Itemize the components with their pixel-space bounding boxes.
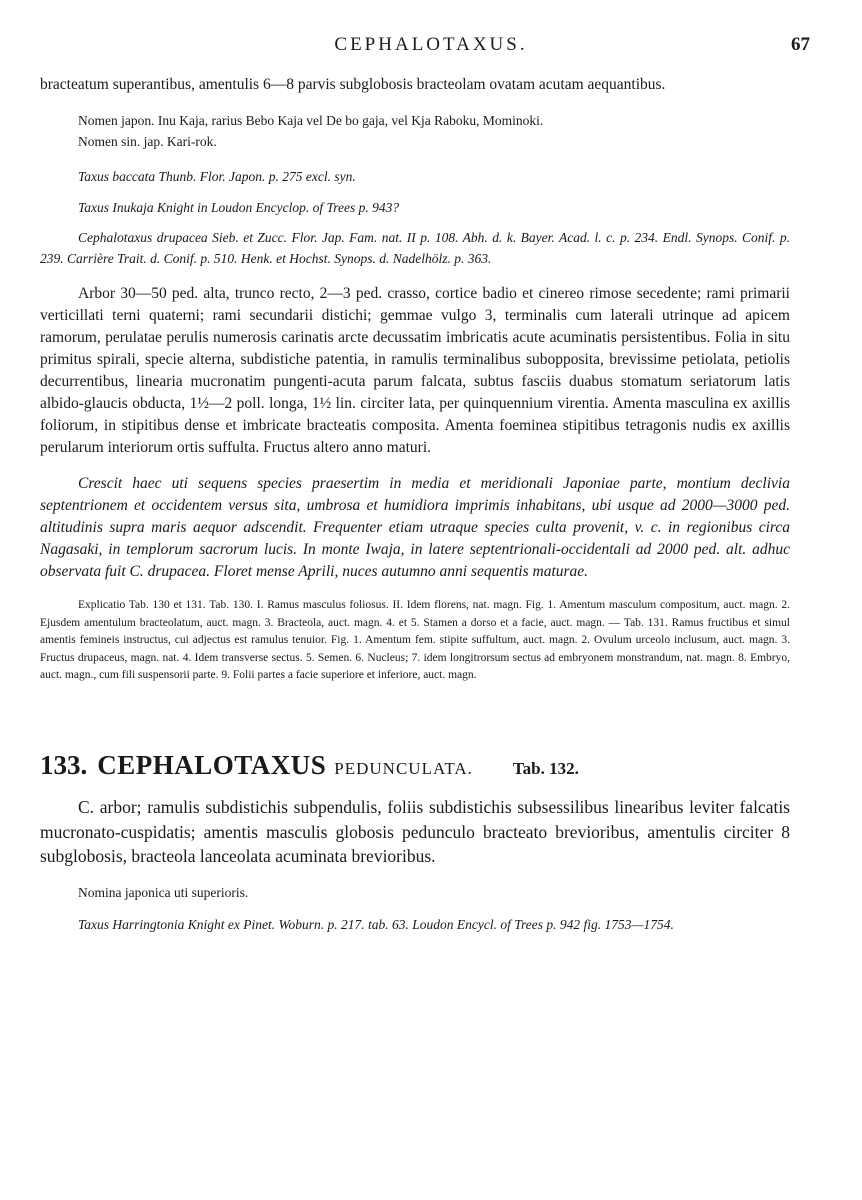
running-title: CEPHALOTAXUS.	[334, 34, 528, 55]
species-number: 133.	[40, 749, 88, 780]
species-heading	[40, 750, 790, 781]
page-number: 67	[791, 34, 810, 55]
distribution-paragraph: Crescit haec uti sequens species praesertim in media et meridionali Japoniae parte, montium declivia septentrionem et occidentem versus sita, umbrosa et humidiora imprimis inhabitans, ubi usque ad 2000—3000 ped. altitudinis supra maris aequor adscendit. Frequenter etiam utraque species culta provenit, v. c. in regionibus circa Nagasaki, in templorum sacrorum lucis. In monte Iwaja, in latere septentrionali-occidentali ad 2000 ped. alt. adhuc observata fuit C. drupacea. Floret mense Aprili, nuces autumno anni sequentis maturae.	[40, 475, 790, 580]
species-epithet: PEDUNCULATA.	[334, 758, 473, 778]
synonym-1: Taxus baccata Thunb. Flor. Japon. p. 275 excl. syn.	[78, 169, 356, 184]
japanese-names-note: Nomina japonica uti superioris.	[78, 884, 249, 900]
species-synonym: Taxus Harringtonia Knight ex Pinet. Woburn. p. 217. tab. 63. Loudon Encycl. of Trees p. 942 fig. 1753—1754.	[78, 917, 674, 933]
sino-japanese-name: Nomen sin. jap. Kari-rok.	[78, 133, 217, 149]
synonym-2: Taxus Inukaja Knight in Loudon Encyclop. of Trees p. 943?	[78, 199, 400, 215]
plate-reference: Tab. 132.	[512, 758, 579, 778]
species-genus: CEPHALOTAXUS	[97, 749, 327, 780]
plate-explanation: Explicatio Tab. 130 et 131. Tab. 130. I. Ramus masculus foliosus. II. Idem florens, nat. magn. Fig. 1. Amentum masculum compositum, auct. magn. 2. Ejusdem amentulum bracteolatum, auct. magn. 3. Bracteola, auct. magn. 4. et 5. Stamen a dorso et a facie, auct. magn. — Tab. 131. Ramus fructibus et simul amentis femineis instructus, cui adjectus est ramulus tenuior. Fig. 1. Amentum fem. stipite suffultum, auct. magn. 2. Ovulum urceolo inclusum, auct. magn. 3. Fructus drupaceus, magn. nat. 4. Idem transverse sectus. 5. Semen. 6. Nucleus; 7. idem longitrorsum sectus ad embryonem monstrandum, nat. magn. 8. Embryo, auct. magn., cum fili suspensorii parte. 9. Folii partes a facie superiore et inferiore, auct. magn.	[40, 599, 790, 682]
japanese-name: Nomen japon. Inu Kaja, rarius Bebo Kaja vel De bo gaja, vel Kja Raboku, Mominoki.	[78, 113, 544, 128]
page-body	[40, 74, 790, 936]
intro-paragraph: bracteatum superantibus, amentulis 6—8 parvis subglobosis bracteolam ovatam acutam aequantibus.	[40, 76, 666, 93]
synonym-3: Cephalotaxus drupacea Sieb. et Zucc. Flor. Jap. Fam. nat. II p. 108. Abh. d. k. Bayer. Acad. l. c. p. 234. Endl. Synops. Conif. p. 239. Carrière Trait. d. Conif. p. 510. Henk. et Hochst. Synops. d. Nadelhölz. p. 363.	[40, 230, 790, 266]
description-paragraph: Arbor 30—50 ped. alta, trunco recto, 2—3 ped. crasso, cortice badio et cinereo rimose secedente; rami primarii verticillati terni quaterni; rami secundarii distichi; gemmae vulgo 3, terminalis cum laterali utrinque ad apicem ramorum, perulatae perulis numerosis carinatis arcte decussatim imbricatis acute acuminatis persistentibus. Folia in situ primitus spirali, specie alterna, subdistiche patentia, in ramulis terminalibus subopposita, brevissime petiolata, petiolis decurrentibus, linearia mucronatim pungenti-acuta parum falcata, subtus fasciis duabus stomatum seriatorum latis albido-glaucis obducta, 1½—2 poll. longa, 1½ lin. circiter lata, per quinquennium virentia. Amenta masculina ex axillis foliorum, in stipitibus dense et imbricate bracteatis composita. Amenta foeminea stipitibus tetragonis nudis ex axillis perularum interiorum ortis suffulta. Fructus altero anno maturi.	[40, 285, 790, 456]
species-diagnosis: C. arbor; ramulis subdistichis subpendulis, foliis subdistichis subsessilibus linearibus leviter falcatis mucronato-cuspidatis; amentis masculis globosis pedunculo bracteato brevioribus, amentulis circiter 8 subglobosis, bracteola lanceolata acuminata brevioribus.	[40, 796, 790, 867]
